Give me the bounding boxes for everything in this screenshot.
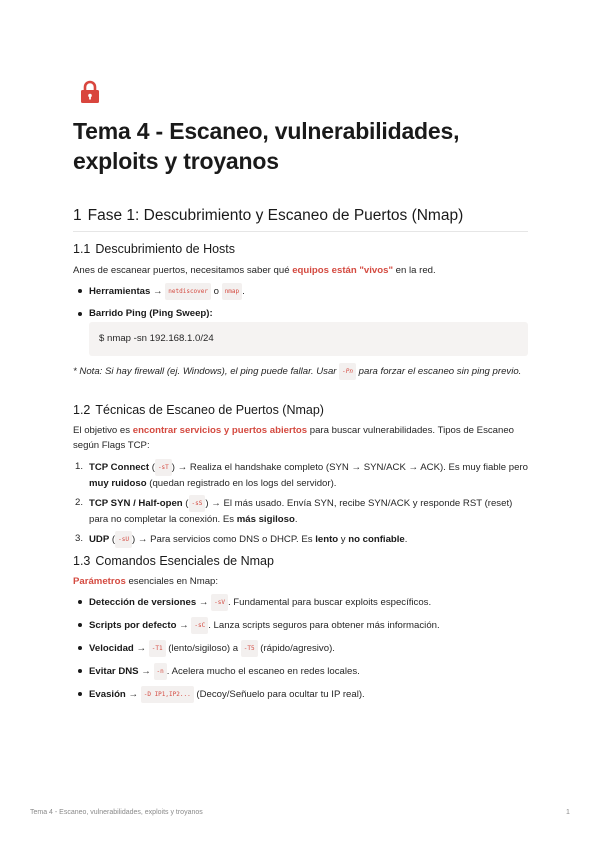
paragraph-scan-intro: El objetivo es encontrar servicios y puertos abiertos para buscar vulnerabilidades. Tipos de Escaneo según Flags TCP: (73, 425, 515, 451)
subsection-heading-1-3: 1.3 Comandos Esenciales de Nmap (73, 554, 274, 568)
footer-title: Tema 4 - Escaneo, vulnerabilidades, exploits y troyanos (30, 809, 203, 816)
list-item: Evasión → -D IP1,IP2... (Decoy/Señuelo para ocultar tu IP real). (73, 686, 528, 703)
list-item: Detección de versiones → -sV . Fundamental para buscar exploits específicos. (73, 594, 528, 611)
hosts-list (73, 283, 528, 327)
list-item: Evitar DNS → -n . Acelera mucho el escaneo en redes locales. (73, 663, 528, 680)
scan-types-list (73, 459, 528, 552)
list-item: 2. TCP SYN / Half-open ( -sS ) → El más usado. Envía SYN, recibe SYN/ACK y responde RST (reset) para no completar la conexión. Es más sigiloso. (75, 497, 513, 525)
list-item: Barrido Ping (Ping Sweep): (73, 306, 528, 321)
lock-icon (78, 80, 102, 104)
note-paragraph: * Nota: Si hay firewall (ej. Windows), el ping puede fallar. Usar -Pn para forzar el escaneo sin ping previo. (73, 363, 528, 380)
page-number: 1 (566, 809, 570, 816)
list-item: 1. TCP Connect ( -sT ) → Realiza el handshake completo (SYN → SYN/ACK → ACK). Es muy fiable pero muy ruidoso (quedan registrado en los logs del servidor). (75, 461, 528, 489)
code-block: $ nmap -sn 192.168.1.0/24 (89, 322, 528, 356)
paragraph-hosts-intro: Anes de escanear puertos, necesitamos saber qué equipos están "vivos" en la red. (73, 265, 436, 276)
nmap-params-list (73, 594, 528, 709)
paragraph-params-intro: Parámetros esenciales en Nmap: (73, 576, 219, 587)
subsection-heading-1-2: 1.2 Técnicas de Escaneo de Puertos (Nmap) (73, 403, 324, 417)
subsection-heading-1-1: 1.1 Descubrimiento de Hosts (73, 242, 236, 256)
list-item: 3. UDP ( -sU ) → Para servicios como DNS o DHCP. Es lento y no confiable. (73, 531, 528, 548)
list-item: Herramientas → netdiscover o nmap . (73, 283, 528, 300)
list-item: Scripts por defecto → -sC . Lanza scripts seguros para obtener más información. (73, 617, 528, 634)
list-item: Velocidad → -T1 (lento/sigiloso) a -T5 (rápido/agresivo). (73, 640, 528, 657)
section-heading-1: 1 Fase 1: Descubrimiento y Escaneo de Puertos (Nmap) (73, 207, 528, 232)
page-title: Tema 4 - Escaneo, vulnerabilidades, exploits y troyanos (73, 118, 460, 174)
